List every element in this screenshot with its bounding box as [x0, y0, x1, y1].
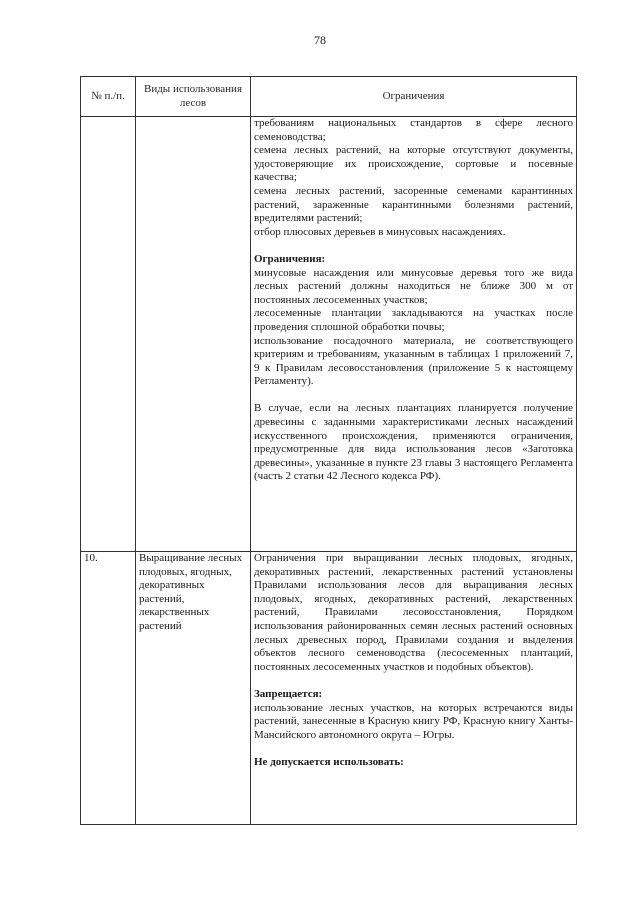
- paragraph: требованиям национальных стандартов в сфере лесного семеноводства;: [254, 117, 573, 143]
- table-row: [81, 552, 577, 825]
- restrictions-cell: [251, 117, 577, 552]
- forest-use-type: Выращивание лесных плодовых, ягодных, декоративных растений, лекарственных растений: [136, 552, 251, 825]
- paragraph: В случае, если на лесных плантациях планируется получение древесины с заданными характеристиками лесных насаждений искусственного происхождения, применяются ограничения, предусмотренные для вида использования лесов «Заготовка древесины», указанные в пункте 23 главы 3 настоящего Регламента (часть 2 статьи 42 Лесного кодекса РФ).: [254, 402, 573, 483]
- spacer: [254, 239, 573, 253]
- restrictions-cell: [251, 552, 577, 825]
- spacer: [254, 742, 573, 756]
- header-forest-use: Виды использования лесов: [136, 77, 251, 117]
- paragraph: Ограничения при выращивании лесных плодовых, ягодных, декоративных растений, лекарственных растений установлены Правилами использования лесов для выращивания лесных плодовых, ягодных, декоративных растений, лекарственных растений, Правилами лесовосстановления, Порядком использования районированных семян лесных растений основных лесных древесных пород, Правилами создания и выделения объектов лесного семеноводства (лесосеменных плантаций, постоянных лесосеменных участков и подобных объектов).: [254, 552, 573, 673]
- paragraph: отбор плюсовых деревьев в минусовых насаждениях.: [254, 225, 506, 238]
- section-heading: Не допускается использовать:: [254, 755, 404, 768]
- header-restrictions: Ограничения: [251, 77, 577, 117]
- table-row: [81, 117, 577, 552]
- paragraph: лесосеменные плантации закладываются на участках после проведения сплошной обработки почвы;: [254, 307, 573, 333]
- section-heading: Ограничения:: [254, 252, 326, 265]
- paragraph: семена лесных растений, на которые отсутствуют документы, удостоверяющие их происхождение, сортовые и посевные качества;: [254, 144, 573, 184]
- paragraph: семена лесных растений, засоренные семенами карантинных растений, зараженные карантинными болезнями растений, вредителями растений;: [254, 184, 573, 225]
- paragraph: минусовые насаждения или минусовые деревья того же вида лесных растений должны находиться не ближе 300 м от постоянных лесосеменных участков;: [254, 266, 573, 306]
- spacer: [254, 674, 573, 688]
- paragraph: использование посадочного материала, не соответствующего критериям и требованиям, указанным в таблицах 1 приложений 7, 9 к Правилам лесовосстановления (приложение 5 к настоящему Регламенту).: [254, 334, 573, 388]
- row-number: 10.: [81, 552, 136, 825]
- table-header-row: [81, 77, 577, 117]
- forest-use-type: [136, 117, 251, 552]
- page-number: 78: [314, 33, 326, 47]
- paragraph: использование лесных участков, на которых встречаются виды растений, занесенные в Красную книгу РФ, Красную книгу Ханты-Мансийского автономного округа – Югры.: [254, 701, 573, 741]
- header-number: № п./п.: [81, 77, 136, 117]
- restrictions-table: [80, 76, 577, 825]
- spacer: [254, 389, 573, 403]
- row-number: [81, 117, 136, 552]
- section-heading: Запрещается:: [254, 687, 323, 700]
